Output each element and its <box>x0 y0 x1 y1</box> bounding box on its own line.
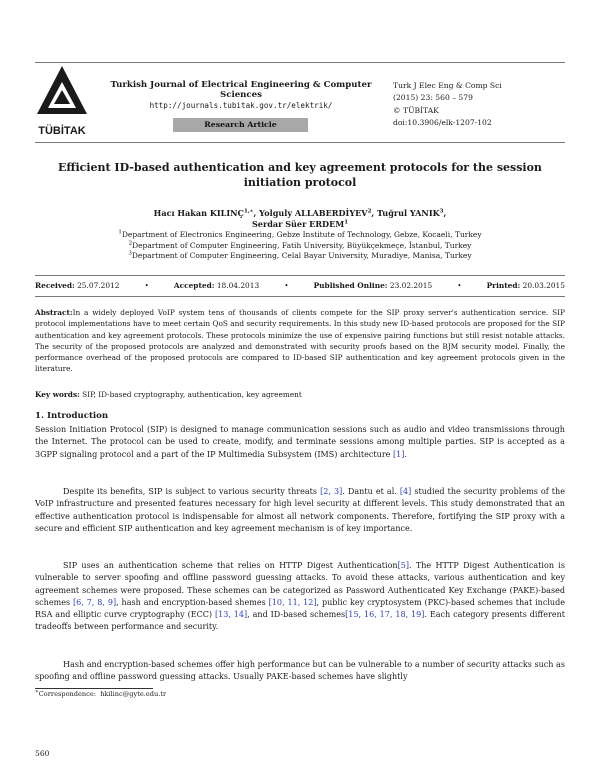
correspondence-footnote <box>35 690 166 698</box>
accepted-label: Accepted: <box>173 281 215 290</box>
accepted-value: 18.04.2013 <box>216 281 260 290</box>
affiliation-text: Department of Computer Engineering, Celal Bayar University, Muradiye, Manisa, Turkey <box>131 251 472 261</box>
paper-title: Efficient ID-based authentication and key agreement protocols for the session initiation protocol <box>58 161 542 189</box>
text-run: . Each category presents different tradeoffs between performance and security. <box>35 610 566 632</box>
citation-link[interactable]: [5] <box>397 561 410 570</box>
affiliation <box>40 230 560 241</box>
online-label: Published Online: <box>313 281 388 290</box>
accepted-date <box>174 281 259 290</box>
author-name: Hacı Hakan KILINÇ <box>153 208 244 218</box>
text-run: SIP uses an authentication scheme that relies on HTTP Digest Authentication <box>63 561 398 570</box>
citation-link[interactable]: [15, 16, 17, 18, 19] <box>345 610 425 620</box>
citation-link[interactable]: [2, 3] <box>320 487 343 496</box>
text-run: . <box>404 449 407 459</box>
affiliation-sup: 1 <box>118 229 122 236</box>
footnote-mark: ∗ <box>35 688 39 695</box>
author-name: Serdar Süer ERDEM <box>251 219 345 229</box>
text-run: Session Initiation Protocol (SIP) is designed to manage communication sessions such as audio and video transmissions through the Internet. The protocol can be used to create, modify, and terminate sessions among multiple parties. SIP is accepted as a 3GPP signaling protocol and a part of the IP Multimedia Subsystem (IMS) architecture <box>35 425 565 459</box>
author-sup: 3 <box>439 208 444 215</box>
footnote-rule <box>35 688 153 689</box>
citation-link[interactable]: [6, 7, 8, 9] <box>73 597 117 607</box>
affiliation <box>40 251 560 262</box>
affiliation <box>40 241 560 252</box>
section-heading-introduction: 1. Introduction <box>35 411 109 421</box>
printed-label: Printed: <box>486 281 521 290</box>
citation-block <box>393 80 573 129</box>
article-type-badge: Research Article <box>173 118 308 132</box>
author-list <box>40 208 560 230</box>
keywords <box>35 390 565 399</box>
text-run: , public key cryptosystem (PKC)-based schemes that include RSA and elliptic curve cryptography (ECC) <box>35 597 566 620</box>
received-label: Received: <box>35 281 75 290</box>
citation-link[interactable]: [4] <box>399 487 412 496</box>
affiliation-sup: 2 <box>128 240 133 247</box>
affiliation-text: Department of Electronics Engineering, Gebze Institute of Technology, Gebze, Kocaeli, Turkey <box>121 230 482 239</box>
keywords-label: Key words: <box>35 390 80 399</box>
affiliation-sup: 3 <box>128 250 132 257</box>
header-bottom-rule <box>35 142 565 143</box>
text-run: . The HTTP Digest Authentication is vulnerable to server spoofing and offline password guessing attacks. To avoid these attacks, various authentication and key agreement schemes were proposed. These schemes can be categorized as Password Authenticated Key Exchange (PAKE)-based schemes <box>35 561 566 607</box>
citation-link[interactable]: [10, 11, 12] <box>268 597 317 607</box>
author-sep: , <box>371 208 378 218</box>
affiliation-text: Department of Computer Engineering, Fatih University, Büyükçekmeçe, İstanbul, Turkey <box>132 240 472 250</box>
citation-journal: Turk J Elec Eng & Comp Sci <box>393 81 502 90</box>
intro-paragraph-1 <box>35 424 565 461</box>
text-run: Despite its benefits, SIP is subject to various security threats <box>63 487 321 496</box>
journal-name: Turkish Journal of Electrical Engineering & Computer Sciences <box>110 80 372 100</box>
text-run: . Dantu et al. <box>342 487 400 496</box>
text-run: , hash and encryption-based shemes <box>116 597 269 607</box>
citation-link[interactable]: [1] <box>392 449 405 459</box>
correspondence-email[interactable]: hkilinc@gyte.edu.tr <box>100 690 167 698</box>
abstract <box>35 307 565 375</box>
text-run: studied the security problems of the VoIP infrastructure and presented features necessary for high level security at different levels. This study demonstrated that an effective authentication protocol is indispensable for almost all network components. Therefore, fortifying the SIP proxy with a secure and efficient SIP authentication and key agreement mechanism is of key importance. <box>35 487 565 533</box>
publication-dates <box>35 281 565 290</box>
citation-volume: (2015) 23: 560 – 579 <box>393 93 473 103</box>
keywords-text: SIP, ID-based cryptography, authentication, key agreement <box>82 390 302 399</box>
citation-doi[interactable]: doi:10.3906/elk-1207-102 <box>393 117 492 127</box>
footnote-label: Correspondence: <box>38 690 96 698</box>
bullet: • <box>457 281 462 290</box>
author-sep: , <box>253 208 260 218</box>
online-value: 23.02.2015 <box>389 281 433 290</box>
author-name: Tuğrul YANIK <box>377 208 440 218</box>
author-name: Yolguly ALLABERDİYEV <box>259 208 368 218</box>
page-number: 560 <box>35 749 50 758</box>
abstract-text: In a widely deployed VoIP system tens of thousands of clients compete for the SIP proxy server's authentication service. SIP protocol implementations have to meet certain QoS and security requirements. In this study new ID-based protocols are proposed for the SIP authentication and key agreement protocols. These protocols minimize the use of expensive pairing functions but still resist notable attacks. The security of the proposed protocols are analyzed and demonstrated with security proofs based on the BJM security model. Finally, the performance overhead of the proposed protocols are compared to ID-based SIP authentication and key agreement protocols given in the literature. <box>35 308 565 374</box>
author-sep: , <box>443 208 447 218</box>
tubitak-logo <box>34 62 90 140</box>
text-run: , and ID-based schemes <box>247 610 346 620</box>
printed-value: 20.03.2015 <box>522 281 565 290</box>
affiliation-list <box>40 230 560 262</box>
author-sup: 2 <box>367 208 372 215</box>
header-top-rule <box>35 62 565 63</box>
author-sup: 1 <box>344 219 349 226</box>
printed-date <box>487 281 565 290</box>
author-sup: 1,∗ <box>243 208 254 215</box>
online-date <box>314 281 433 290</box>
received-value: 25.07.2012 <box>77 281 120 290</box>
received-date <box>35 281 119 290</box>
logo-text: TÜBİTAK <box>38 125 86 137</box>
intro-paragraph-2 <box>35 486 565 535</box>
journal-url[interactable]: http://journals.tubitak.gov.tr/elektrik/ <box>149 101 333 110</box>
intro-paragraph-3 <box>35 560 565 634</box>
dates-top-rule <box>35 275 565 276</box>
intro-paragraph-4: Hash and encryption-based schemes offer high performance but can be vulnerable to a number of security attacks such as spoofing and offline password guessing attacks. Usually PAKE-based schemes have slightly <box>35 660 565 682</box>
abstract-label: Abstract: <box>35 308 73 317</box>
citation-copyright: © TÜBİTAK <box>393 105 439 115</box>
dates-bottom-rule <box>35 296 565 297</box>
citation-link[interactable]: [13, 14] <box>214 610 248 620</box>
bullet: • <box>144 281 149 290</box>
tubitak-emblem-icon <box>34 62 90 140</box>
bullet: • <box>284 281 289 290</box>
